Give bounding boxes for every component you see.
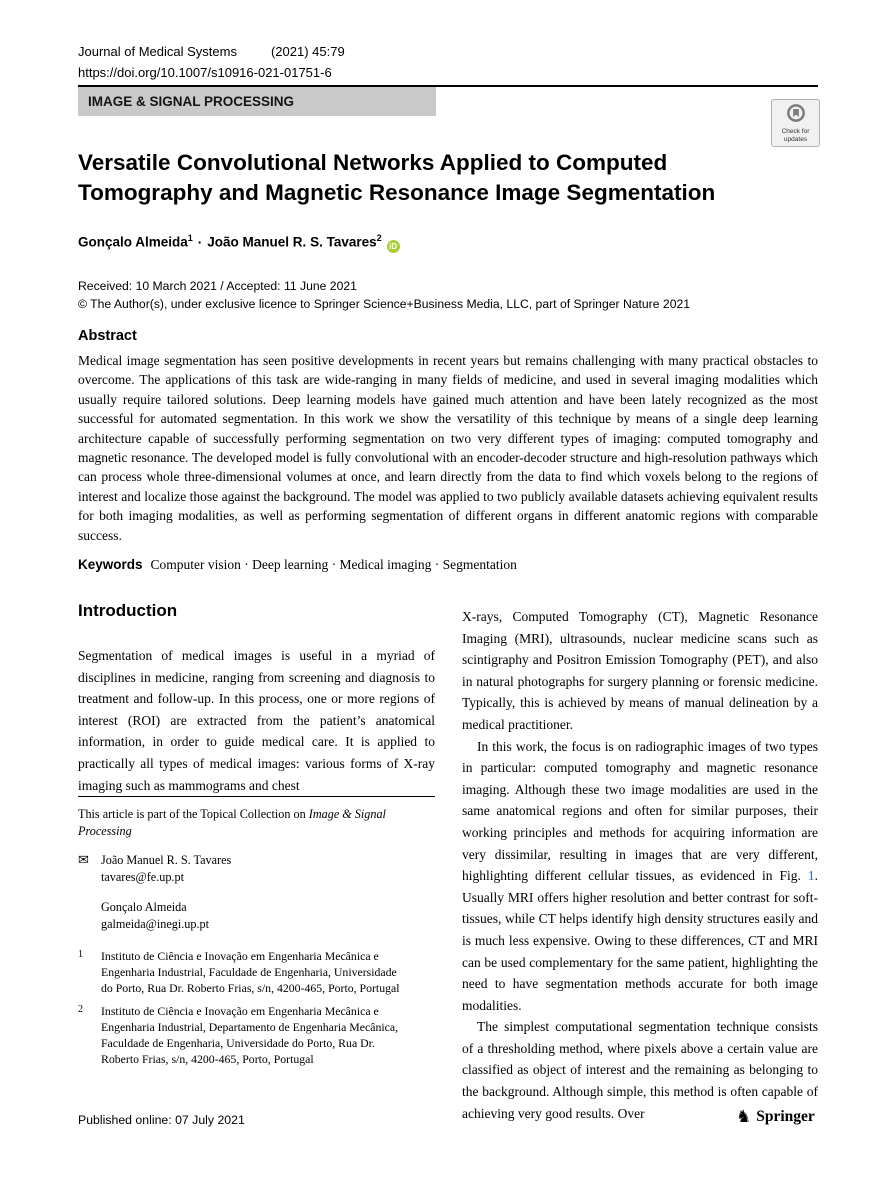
- author-1-name: Gonçalo Almeida: [78, 234, 188, 250]
- affiliation-2-text: Instituto de Ciência e Inovação em Engenharia Mecânica e Engenharia Industrial, Departamento de Engenharia Mecânica, Faculdade de Engenharia, Universidade do Porto, Rua Dr. Roberto Frias, s/n, 4200-465, Porto, Portugal: [101, 1004, 399, 1066]
- affiliation-1-text: Instituto de Ciência e Inovação em Engenharia Mecânica e Engenharia Industrial, Faculdade de Engenharia, Universidade do Porto, Rua Dr. Roberto Frias, s/n, 4200-465, Porto, Portugal: [101, 949, 400, 995]
- springer-knight-icon: ♞: [736, 1107, 752, 1126]
- springer-logo: [736, 1107, 815, 1127]
- right-column: [462, 606, 818, 1124]
- affiliation-2-marker: 2: [78, 1004, 83, 1016]
- affiliation-1-marker: 1: [78, 949, 83, 960]
- page-title: Versatile Convolutional Networks Applied to Computed Tomography and Magnetic Resonance Image Segmentation: [78, 150, 716, 205]
- keywords-line: [78, 557, 517, 573]
- topical-prefix: This article is part of the Topical Collection on: [78, 807, 309, 821]
- corresponding-author-email[interactable]: tavares@fe.up.pt: [101, 869, 184, 884]
- intro-paragraph-left: Segmentation of medical images is useful in a myriad of disciplines in medicine, ranging from screening and diagnosis to treatment and follow-up. In this process, one or more regions of interest (ROI) are extracted from the patient’s anatomical information, in order to guide medical care. It is applied to practically all types of medical images: various forms of X-ray imaging such as mammograms and chest: [78, 648, 435, 793]
- keywords-text: Computer vision · Deep learning · Medical imaging · Segmentation: [150, 557, 517, 572]
- check-badge-line2: updates: [783, 135, 808, 143]
- affiliations: [78, 949, 435, 1068]
- topical-collection-note: [78, 806, 435, 839]
- topical-collection-name: Image & Signal Processing: [78, 807, 386, 838]
- article-history: [78, 277, 690, 313]
- affiliation-2: [78, 1004, 435, 1067]
- author-2-affiliation-marker: 2: [376, 233, 382, 243]
- author-line: [78, 233, 400, 253]
- keywords-label: Keywords: [78, 557, 143, 572]
- intro-paragraph-right-1: X-rays, Computed Tomography (CT), Magnetic Resonance Imaging (MRI), ultrasounds, nuclear medicine scans such as scintigraphy and Positron Emission Tomography (PET), and also in natural photographs for surgery planning or forensic medicine. Typically, this is achieved by means of manual delineation by a medical practitioner.: [462, 609, 818, 732]
- figure-1-link[interactable]: 1: [807, 868, 815, 884]
- intro-paragraph-right-3: The simplest computational segmentation technique consists of a thresholding method, where pixels above a certain value are classified as object of interest and the remaining as belonging to the background. Although simple, this method is often capable of achieving very good results. Over: [462, 1019, 818, 1121]
- author-2-name: João Manuel R. S. Tavares: [207, 234, 377, 250]
- author-1-affiliation-marker: 1: [187, 233, 193, 243]
- second-author-name: Gonçalo Almeida: [101, 900, 187, 914]
- journal-citation: (2021) 45:79: [270, 44, 345, 59]
- footnote-block: [78, 796, 435, 1076]
- abstract-text: Medical image segmentation has seen positive developments in recent years but remains challenging with many practical obstacles to overcome. The applications of this task are wide-ranging in many fields of medicine, and used in several imaging modalities which usually require tailored solutions. Deep learning models have gained much attention and have been lately recognized as the most successful for automated segmentation. In this work we show the versatility of this technique by means of a single deep learning architecture capable of successfully performing segmentation on two very different types of imaging: computed tomography and magnetic resonance. The developed model is fully convolutional with an encoder-decoder structure and high-resolution pathways which can process whole three-dimensional volumes at once, and learn directly from the data to find which voxels belong to the regions of interest and localize those against the background. The model was applied to two publicly available datasets achieving equivalent results for both imaging modalities, as well as performing segmentation of different organs in different anatomic regions with comparable success.: [78, 353, 818, 543]
- intro-paragraph-right-2: [462, 736, 818, 1017]
- paragraph-text: In this work, the focus is on radiographic images of two types in particular: computed tomography and magnetic resonance imaging. Although these two image modalities are used in the same anatomical regions and often for similar purposes, their working principles and methods for acquiring information are very dissimilar, resulting in images that are very different, highlighting different cellular tissues, as evidenced in Fig.: [462, 738, 818, 884]
- paragraph-text: . Usually MRI offers higher resolution and better contrast for soft-tissues, while CT helps identify high density structures easily and is much less expensive. Owing to these differences, CT and MRI can be used complementary for the same patient, highlighting the need to have segmentation methods accurate for both image modalities.: [462, 868, 818, 1013]
- check-badge-line1: Check for: [781, 128, 810, 135]
- received-accepted: Received: 10 March 2021 / Accepted: 11 June 2021: [78, 279, 357, 293]
- crossmark-icon: [786, 103, 806, 123]
- footnote-rule: [78, 796, 435, 797]
- journal-header: [78, 41, 345, 83]
- corresponding-author-name: João Manuel R. S. Tavares: [101, 853, 232, 867]
- springer-logo-text: Springer: [756, 1108, 815, 1125]
- section-banner-label: IMAGE & SIGNAL PROCESSING: [88, 94, 295, 109]
- left-column: [78, 601, 435, 796]
- second-author-email[interactable]: galmeida@inegi.up.pt: [101, 916, 210, 931]
- author-separator: ·: [197, 234, 203, 250]
- introduction-heading: Introduction: [78, 601, 178, 620]
- correspondence-block: [78, 852, 435, 932]
- published-online: Published online: 07 July 2021: [78, 1113, 245, 1127]
- envelope-icon: ✉: [78, 852, 89, 867]
- doi-link[interactable]: https://doi.org/10.1007/s10916-021-01751-6: [78, 65, 332, 80]
- abstract-heading: Abstract: [78, 328, 137, 344]
- affiliation-1: [78, 949, 435, 996]
- journal-name: Journal of Medical Systems: [78, 44, 237, 59]
- copyright-line: © The Author(s), under exclusive licence to Springer Science+Business Media, LLC, part of Springer Nature 2021: [78, 297, 691, 311]
- orcid-icon[interactable]: iD: [387, 240, 400, 253]
- check-for-updates-badge[interactable]: [771, 99, 820, 147]
- section-banner: [78, 87, 436, 116]
